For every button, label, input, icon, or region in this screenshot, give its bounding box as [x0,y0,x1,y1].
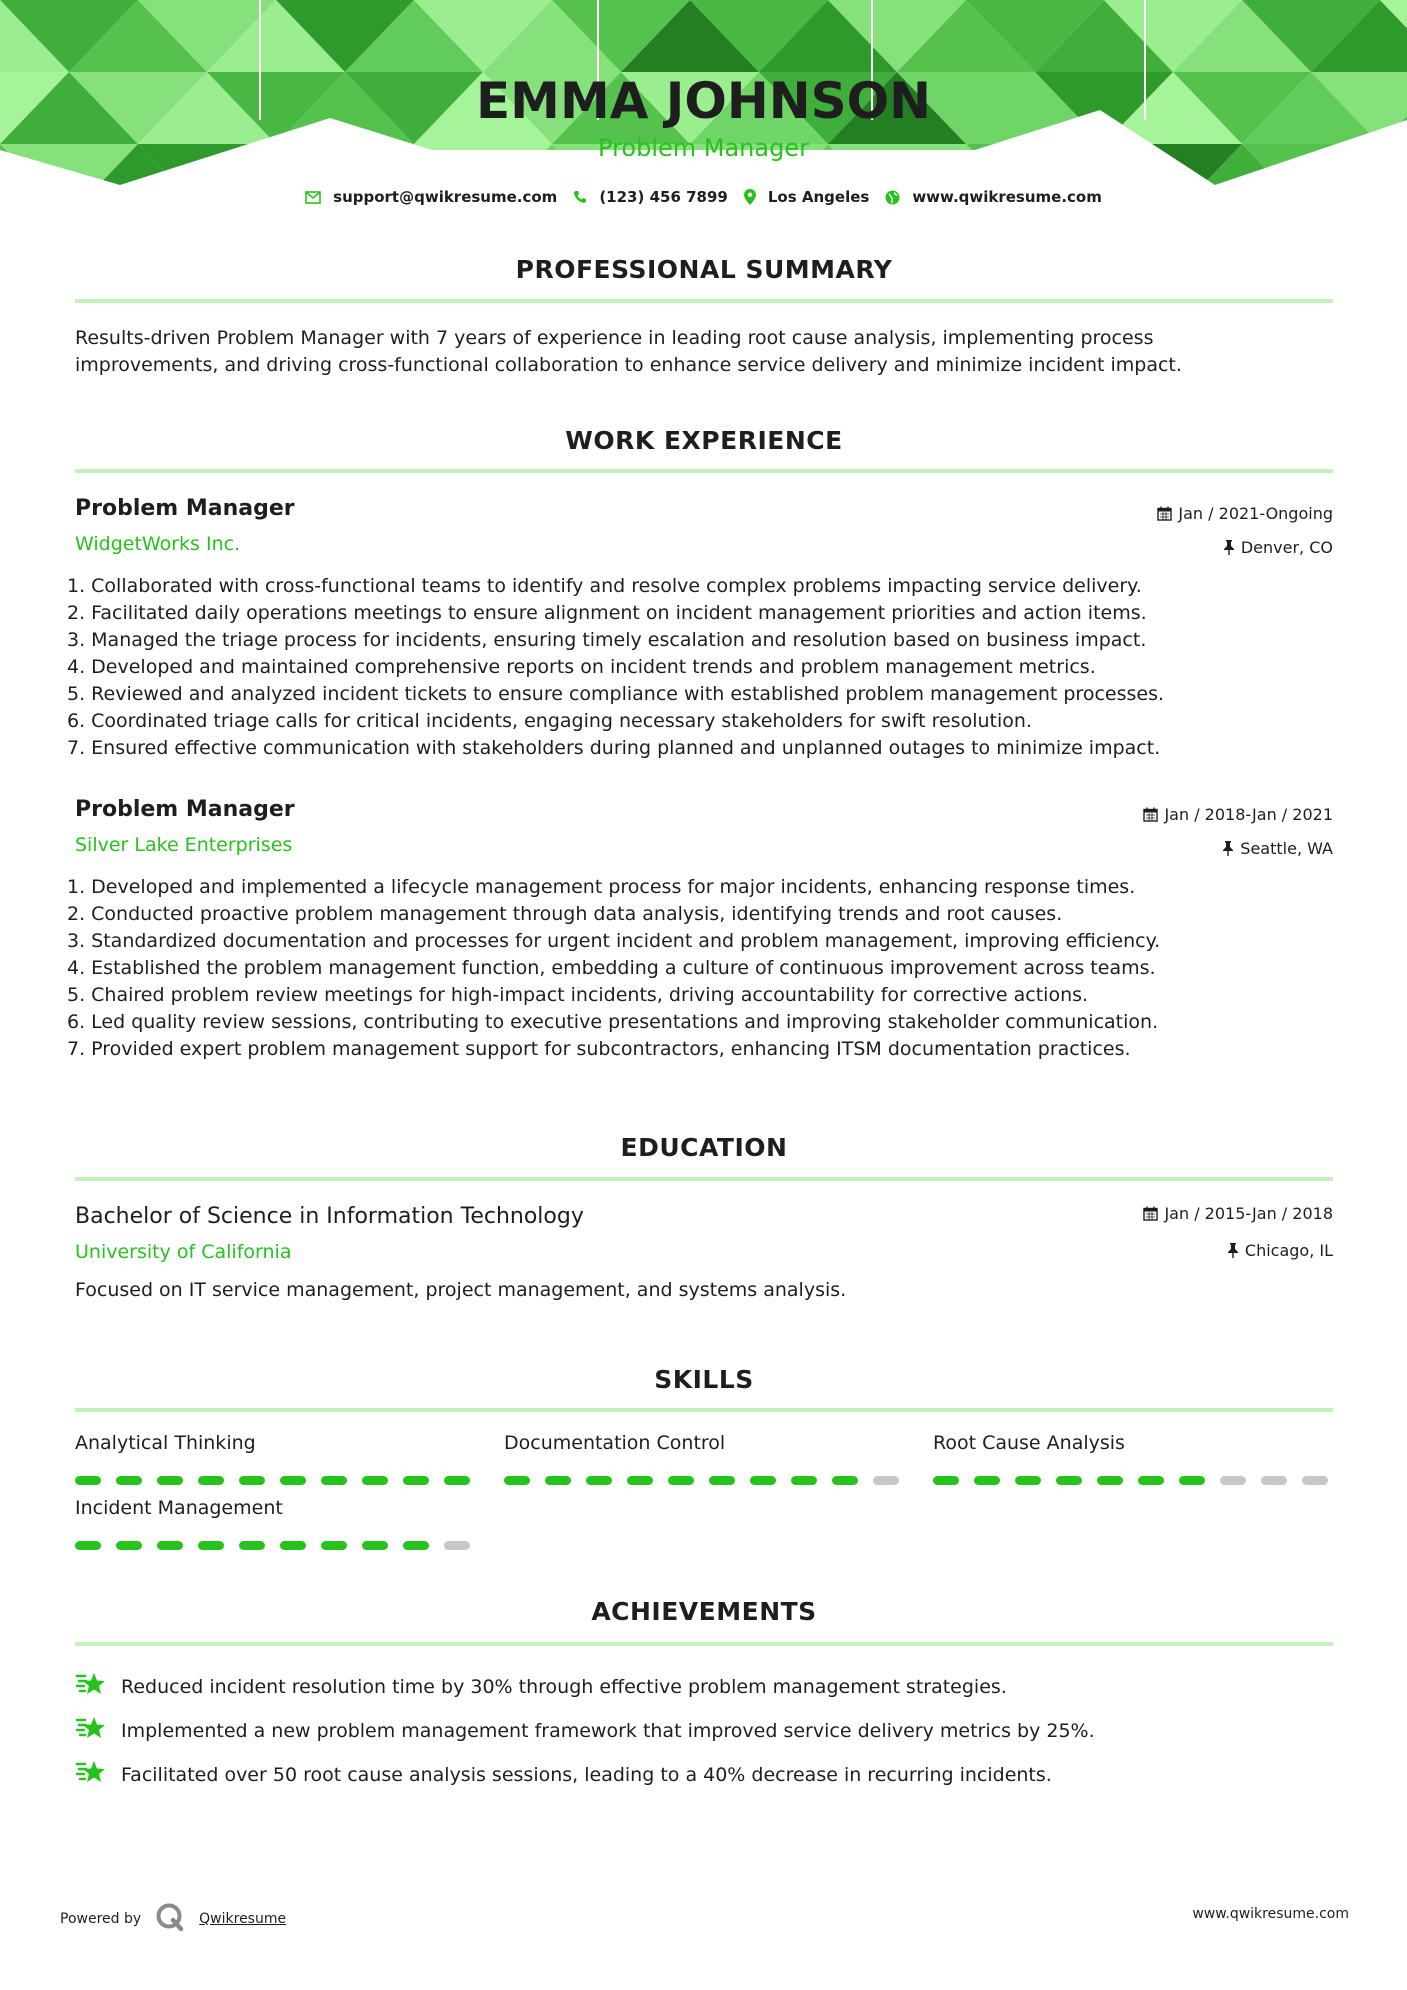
job-bullet: 5. Chaired problem review meetings for high-impact incidents, driving accountability for corrective actions. [67,984,1089,1006]
job-bullet: 3. Managed the triage process for incidents, ensuring timely escalation and resolution based on business impact. [67,629,1147,651]
section-divider [75,469,1333,473]
job-location-text: Seattle, WA [1240,839,1333,858]
skill-dash-empty [1220,1476,1246,1485]
job-location [1223,538,1333,557]
job-bullet: 1. Developed and implemented a lifecycle management process for major incidents, enhancing response times. [67,876,1136,898]
job-location [1222,839,1333,858]
skill-item [504,1432,904,1485]
skill-dash-filled [1179,1476,1205,1485]
education-dates-text: Jan / 2015-Jan / 2018 [1164,1204,1333,1223]
section-divider [75,1408,1333,1412]
job-bullet: 2. Facilitated daily operations meetings to ensure alignment on incident management priorities and action items. [67,602,1147,624]
section-title-achievements: ACHIEVEMENTS [591,1597,817,1626]
skill-dash-filled [280,1541,306,1550]
job-bullet: 4. Developed and maintained comprehensive reports on incident trends and problem management metrics. [67,656,1096,678]
job-dates-text: Jan / 2021-Ongoing [1178,504,1333,523]
pushpin-icon [1222,841,1234,856]
star-icon [75,1714,107,1747]
candidate-name: EMMA JOHNSON [476,72,931,130]
job-bullet: 4. Established the problem management function, embedding a culture of continuous improvement across teams. [67,957,1156,979]
pushpin-icon [1227,1243,1239,1258]
education-description: Focused on IT service management, project management, and systems analysis. [75,1279,847,1301]
phone-icon [573,190,587,204]
achievement-item [75,1670,1007,1703]
skill-dash-filled [362,1541,388,1550]
skill-dash-filled [116,1541,142,1550]
achievement-text: Reduced incident resolution time by 30% through effective problem management strategies. [121,1675,1007,1698]
skill-dash-filled [444,1476,470,1485]
skill-dash-filled [403,1476,429,1485]
achievement-item [75,1758,1052,1791]
skill-dash-filled [545,1476,571,1485]
skill-item [75,1497,475,1550]
achievement-text: Facilitated over 50 root cause analysis sessions, leading to a 40% decrease in recurring incidents. [121,1763,1052,1786]
job-bullet: 7. Provided expert problem management support for subcontractors, enhancing ITSM documentation practices. [67,1038,1131,1060]
skill-dash-filled [709,1476,735,1485]
job-bullet: 3. Standardized documentation and processes for urgent incident and problem management, improving efficiency. [67,930,1161,952]
job-bullets [67,874,1337,1063]
skill-dash-filled [974,1476,1000,1485]
skill-dash-filled [157,1476,183,1485]
map-pin-icon [744,189,756,205]
job-company: Silver Lake Enterprises [75,834,293,856]
skill-dash-empty [1302,1476,1328,1485]
achievement-item [75,1714,1095,1747]
job-bullet: 7. Ensured effective communication with stakeholders during planned and unplanned outages to minimize impact. [67,737,1161,759]
skill-level-bar [75,1541,475,1550]
skill-dash-filled [75,1541,101,1550]
section-title-skills: SKILLS [654,1365,754,1394]
skill-dash-filled [157,1541,183,1550]
section-divider [75,1177,1333,1181]
skill-dash-filled [321,1541,347,1550]
skill-dash-filled [362,1476,388,1485]
section-title-education: EDUCATION [620,1133,788,1162]
skill-dash-filled [586,1476,612,1485]
job-bullets [67,573,1337,762]
skill-dash-filled [1138,1476,1164,1485]
job-company: WidgetWorks Inc. [75,533,241,555]
skill-dash-filled [403,1541,429,1550]
summary-text [75,325,1333,379]
skill-dash-filled [933,1476,959,1485]
skill-dash-filled [198,1476,224,1485]
contact-website[interactable] [885,188,1102,206]
skill-dash-empty [1261,1476,1287,1485]
contact-bar [0,188,1407,206]
job-bullet: 6. Led quality review sessions, contributing to executive presentations and improving stakeholder communication. [67,1011,1159,1033]
job-bullet: 1. Collaborated with cross-functional teams to identify and resolve complex problems impacting service delivery. [67,575,1142,597]
skill-name: Incident Management [75,1497,283,1519]
skill-level-bar [933,1476,1333,1485]
contact-email[interactable] [305,188,557,206]
skill-item [933,1432,1333,1485]
contact-location-text: Los Angeles [767,188,870,206]
job-title: Problem Manager [75,496,295,521]
calendar-icon [1143,1206,1158,1221]
job-dates [1143,805,1333,824]
skill-dash-filled [791,1476,817,1485]
footer-website[interactable]: www.qwikresume.com [1192,1906,1349,1922]
skill-dash-filled [1015,1476,1041,1485]
candidate-role: Problem Manager [598,134,809,162]
skill-name: Documentation Control [504,1432,726,1454]
section-divider [75,299,1333,303]
summary-line: improvements, and driving cross-functional collaboration to enhance service delivery and minimize incident impact. [75,354,1182,376]
skill-dash-filled [504,1476,530,1485]
job-bullet: 5. Reviewed and analyzed incident tickets to ensure compliance with established problem management processes. [67,683,1165,705]
job-title: Problem Manager [75,797,295,822]
skill-dash-filled [239,1541,265,1550]
section-title-experience: WORK EXPERIENCE [565,426,843,455]
section-title-summary: PROFESSIONAL SUMMARY [515,255,893,284]
brand-link[interactable]: Qwikresume [199,1911,287,1927]
qwikresume-logo-icon [155,1902,185,1936]
skill-name: Analytical Thinking [75,1432,256,1454]
calendar-icon [1143,807,1158,822]
footer-powered-by [60,1902,286,1936]
skill-dash-filled [1097,1476,1123,1485]
skill-dash-filled [668,1476,694,1485]
envelope-icon [305,191,321,204]
contact-phone-text: (123) 456 7899 [599,188,728,206]
skill-dash-filled [321,1476,347,1485]
skill-level-bar [504,1476,904,1485]
skill-dash-filled [1056,1476,1082,1485]
star-icon [75,1758,107,1791]
contact-location [744,188,869,206]
calendar-icon [1157,506,1172,521]
school-name: University of California [75,1241,292,1263]
skill-level-bar [75,1476,475,1485]
education-location [1227,1241,1333,1260]
skill-item [75,1432,475,1485]
powered-by-label: Powered by [60,1911,142,1927]
skill-dash-filled [198,1541,224,1550]
skill-dash-empty [873,1476,899,1485]
skill-name: Root Cause Analysis [933,1432,1125,1454]
contact-phone[interactable] [573,188,728,206]
job-bullet: 2. Conducted proactive problem management through data analysis, identifying trends and root causes. [67,903,1063,925]
contact-website-text: www.qwikresume.com [912,188,1102,206]
job-dates-text: Jan / 2018-Jan / 2021 [1164,805,1333,824]
skill-dash-filled [116,1476,142,1485]
pushpin-icon [1223,540,1235,555]
globe-icon [885,190,900,205]
education-location-text: Chicago, IL [1244,1241,1333,1260]
skill-dash-filled [75,1476,101,1485]
summary-line: Results-driven Problem Manager with 7 years of experience in leading root cause analysis, implementing process [75,327,1154,349]
skill-dash-filled [280,1476,306,1485]
star-icon [75,1670,107,1703]
degree-title: Bachelor of Science in Information Technology [75,1204,584,1229]
job-dates [1157,504,1333,523]
skill-dash-empty [444,1541,470,1550]
education-dates [1143,1204,1333,1223]
skill-dash-filled [627,1476,653,1485]
skill-dash-filled [832,1476,858,1485]
job-location-text: Denver, CO [1240,538,1333,557]
job-bullet: 6. Coordinated triage calls for critical incidents, engaging necessary stakeholders for swift resolution. [67,710,1032,732]
skill-dash-filled [750,1476,776,1485]
contact-email-text: support@qwikresume.com [333,188,558,206]
skill-dash-filled [239,1476,265,1485]
section-divider [75,1642,1333,1646]
achievement-text: Implemented a new problem management framework that improved service delivery metrics by 25%. [121,1719,1095,1742]
